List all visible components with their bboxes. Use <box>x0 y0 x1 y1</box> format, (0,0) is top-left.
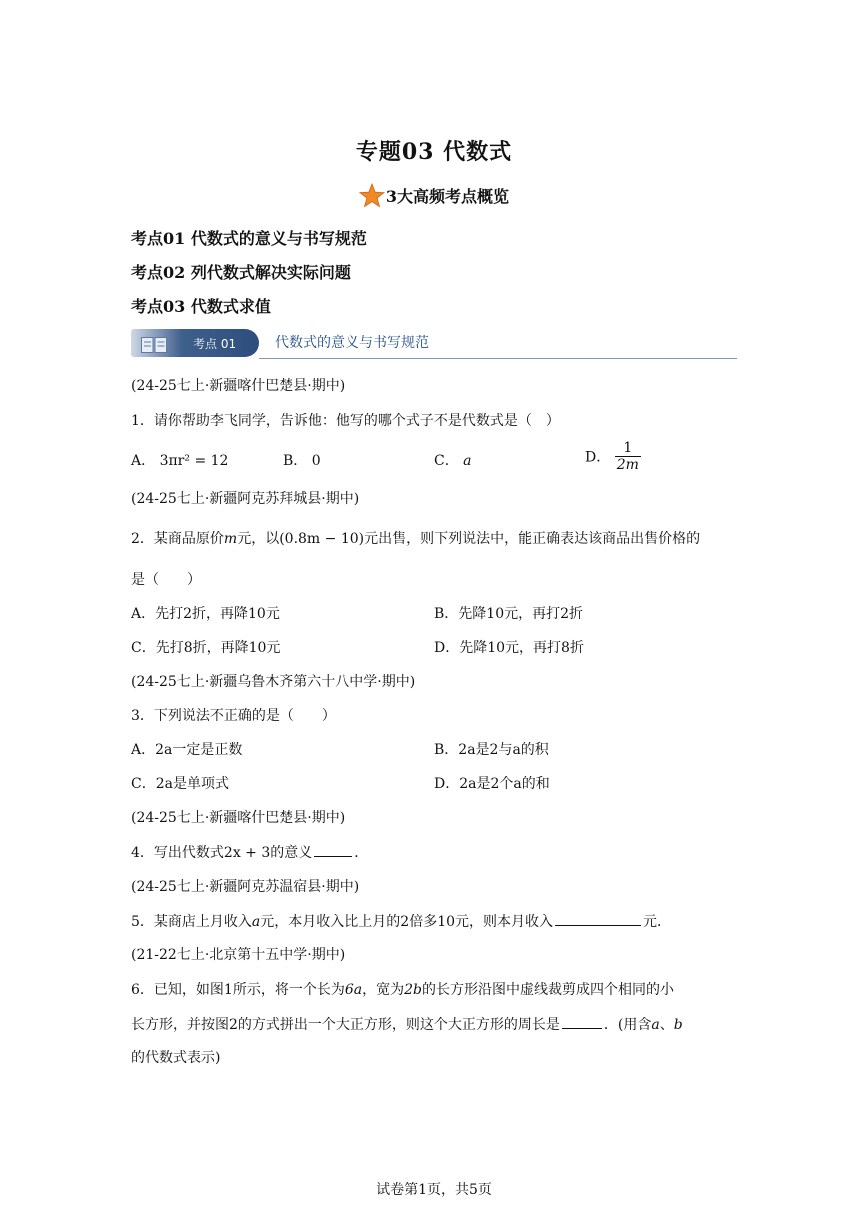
q6-stem: 6．已知，如图1所示，将一个长为6a，宽为2b的长方形沿图中虚线裁剪成四个相同的小 <box>131 982 674 998</box>
book-icon <box>141 337 167 353</box>
q1-option-b: B． 0 <box>283 453 321 469</box>
q5-stem: 5．某商店上月收入a元，本月收入比上月的2倍多10元，则本月收入 元． <box>131 914 672 930</box>
q4-expression: 2x + 3 <box>223 845 271 861</box>
topic-01: 考点01 代数式的意义与书写规范 <box>131 229 367 248</box>
q5-answer-blank <box>555 924 641 926</box>
q6-source: (21-22七上·北京第十五中学·期中) <box>131 947 346 963</box>
q1-option-c-expr: a <box>463 453 472 469</box>
q6-stem-line3: 的代数式表示) <box>131 1050 221 1066</box>
q4-answer-blank <box>314 855 352 857</box>
topic-03: 考点03 代数式求值 <box>131 297 271 316</box>
q1-option-a: A． 3πr² = 12 <box>131 453 229 469</box>
topic-02: 考点02 列代数式解决实际问题 <box>131 263 351 282</box>
q3-option-a: A．2a一定是正数 <box>131 742 243 758</box>
q2-option-d: D．先降10元，再打8折 <box>434 640 584 656</box>
q1-source: (24-25七上·新疆喀什巴楚县·期中) <box>131 378 346 394</box>
q2-expression: (0.8m − 10) <box>279 531 365 547</box>
star-icon <box>359 183 385 209</box>
section-badge-label: 考点 01 <box>193 337 237 351</box>
section-banner <box>131 327 737 361</box>
q2-stem: 2．某商品原价m元，以(0.8m − 10)元出售，则下列说法中，能正确表达该商品出售价格的 <box>131 531 701 547</box>
q1-stem: 1．请你帮助李飞同学，告诉他：他写的哪个式子不是代数式是（ ） <box>131 413 560 429</box>
section-divider <box>259 358 737 359</box>
page-footer: 试卷第1页，共5页 <box>376 1182 492 1198</box>
q2-source: (24-25七上·新疆阿克苏拜城县·期中) <box>131 491 360 507</box>
q5-source: (24-25七上·新疆阿克苏温宿县·期中) <box>131 879 360 895</box>
q1-option-d: D． $\frac{1}{2m}$ <box>585 440 639 473</box>
overview-heading <box>0 183 868 209</box>
q3-option-c: C．2a是单项式 <box>131 776 229 792</box>
page-title: 专题03 代数式 <box>355 139 513 165</box>
q6-answer-blank <box>562 1027 602 1029</box>
q3-option-d: D．2a是2个a的和 <box>434 776 550 792</box>
q6-stem-line2: 长方形，并按图2的方式拼出一个大正方形，则这个大正方形的周长是 ．(用含a、b <box>131 1017 683 1033</box>
q2-option-c: C．先打8折，再降10元 <box>131 640 281 656</box>
q1-option-b-expr: 0 <box>311 453 321 469</box>
q2-option-a: A．先打2折，再降10元 <box>131 606 280 622</box>
q2-option-b: B．先降10元，再打2折 <box>434 606 584 622</box>
q4-source: (24-25七上·新疆喀什巴楚县·期中) <box>131 810 346 826</box>
q2-stem-line2: 是（ ） <box>131 572 201 588</box>
q1-option-a-expr: 3πr² = 12 <box>159 453 229 469</box>
section-badge <box>131 329 259 357</box>
q4-stem: 4．写出代数式2x + 3的意义 ． <box>131 845 369 861</box>
q3-option-b: B．2a是2与a的积 <box>434 742 549 758</box>
q1-option-c: C． a <box>434 453 472 469</box>
q3-stem: 3．下列说法不正确的是（ ） <box>131 708 336 724</box>
overview-text: 3大高频考点概览 <box>385 187 510 206</box>
section-title: 代数式的意义与书写规范 <box>275 335 429 351</box>
q1-option-d-fraction: $\frac{1}{2m}$ <box>616 440 639 473</box>
q3-source: (24-25七上·新疆乌鲁木齐第六十八中学·期中) <box>131 674 416 690</box>
